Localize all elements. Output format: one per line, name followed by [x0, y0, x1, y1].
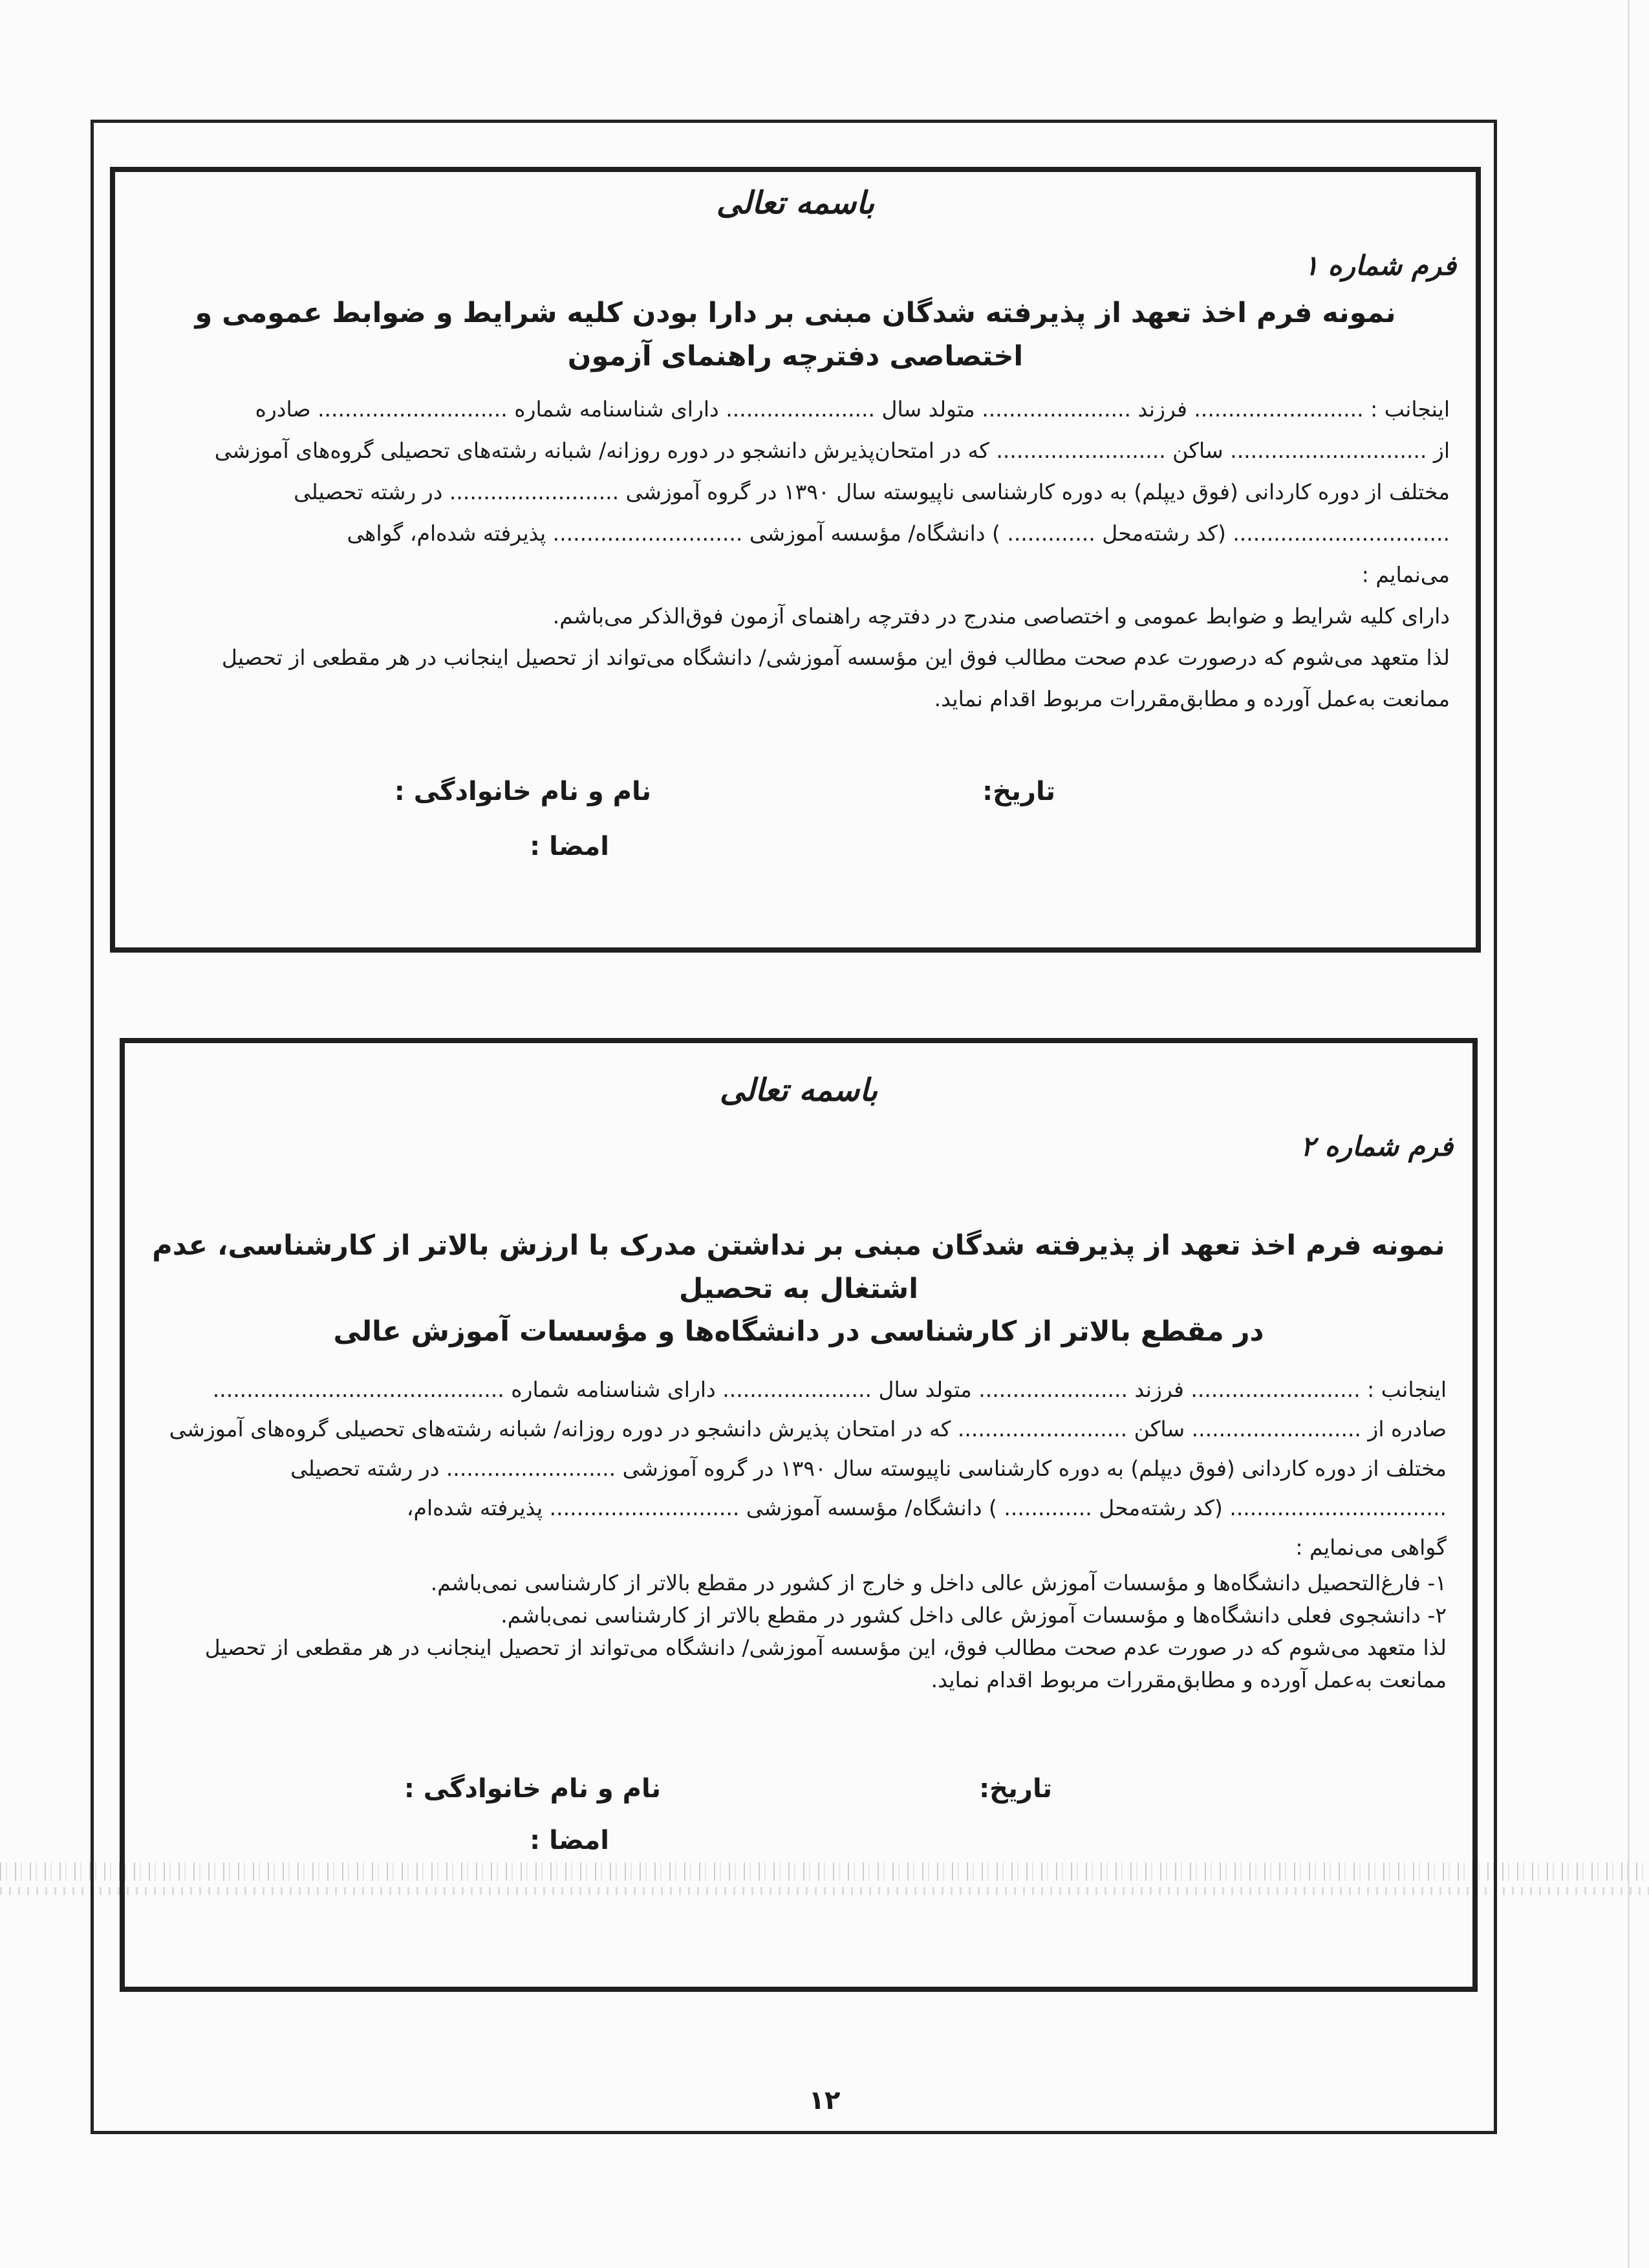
form-2-line: صادره از ......................... ساکن ......................... که در امتحان پذیرش دانشجو در دوره روزانه/ شبانه رشته‌های تحصیلی گروه‌های آموزشی — [169, 1416, 1447, 1442]
form-2-title — [144, 1224, 1453, 1354]
page-number: ۱۲ — [808, 2086, 841, 2115]
form-1-body — [141, 389, 1450, 720]
form-2-line: مختلف از دوره کاردانی (فوق دیپلم) به دوره کارشناسی ناپیوسته سال ۱۳۹۰ در گروه آموزشی ......................... در رشته تحصیلی — [290, 1456, 1447, 1481]
form-2-signature-label: امضا : — [530, 1826, 609, 1855]
form-1-line: مختلف از دوره کاردانی (فوق دیپلم) به دوره کارشناسی ناپیوسته سال ۱۳۹۰ در گروه آموزشی ......................... در رشته تحصیلی — [294, 479, 1450, 504]
scan-edge-line — [1628, 0, 1630, 2268]
form-1 — [110, 167, 1481, 953]
form-2-name-label: نام و نام خانوادگی : — [404, 1774, 661, 1804]
form-2-line: ................................ (کد رشته‌محل ............. ) دانشگاه/ مؤسسه آموزشی ............................ پذیرفته شده‌ام، — [406, 1495, 1447, 1520]
form-2-line: ۲- دانشجوی فعلی دانشگاه‌ها و مؤسسات آموزش عالی داخل کشور در مقطع بالاتر از کارشناسی نمی‌باشم. — [501, 1603, 1447, 1628]
form-1-line: لذا متعهد می‌شوم که درصورت عدم صحت مطالب فوق این مؤسسه آموزشی/ دانشگاه می‌تواند از تحصیل اینجانب در هر مقطعی از تحصیل — [221, 645, 1450, 670]
form-1-line: دارای کلیه شرایط و ضوابط عمومی و اختصاصی مندرج در دفترچه راهنمای آزمون فوق‌الذکر می‌باشم. — [552, 603, 1450, 629]
form-1-header: باسمه تعالی — [716, 185, 875, 221]
form-2-line: گواهی می‌نمایم : — [1295, 1535, 1447, 1560]
scan-artifact-band — [0, 1863, 1649, 1881]
form-2-header: باسمه تعالی — [719, 1072, 878, 1108]
form-2-line: لذا متعهد می‌شوم که در صورت عدم صحت مطالب فوق، این مؤسسه آموزشی/ دانشگاه می‌تواند از تحصیل اینجانب در هر مقطعی از تحصیل — [204, 1635, 1447, 1660]
scan-artifact-band — [0, 1887, 1649, 1895]
form-2-date-label: تاریخ: — [979, 1774, 1052, 1804]
form-1-number: فرم شماره ۱ — [1304, 250, 1456, 281]
form-2-title-line: نمونه فرم اخذ تعهد از پذیرفته شدگان مبنی بر نداشتن مدرک با ارزش بالاتر از کارشناسی، عدم اشتغال به تحصیل — [152, 1229, 1445, 1305]
form-2-number: فرم شماره ۲ — [1300, 1130, 1453, 1162]
form-2-title-line: در مقطع بالاتر از کارشناسی در دانشگاه‌ها و مؤسسات آموزش عالی — [333, 1315, 1264, 1348]
form-1-signature-label: امضا : — [530, 832, 609, 861]
form-1-line: از ............................. ساکن ......................... که در امتحان‌پذیرش دانشجو در دوره روزانه/ شبانه رشته‌های تحصیلی گروه‌های آموزشی — [214, 438, 1450, 463]
form-1-line: اینجانب : ......................... فرزند ...................... متولد سال ...................... دارای شناسنامه شماره ............................ صادره — [255, 396, 1450, 422]
form-1-title: نمونه فرم اخذ تعهد از پذیرفته شدگان مبنی بر دارا بودن کلیه شرایط و ضوابط عمومی و اختصاصی دفترچه راهنمای آزمون — [195, 297, 1396, 373]
form-1-line: می‌نمایم : — [1361, 562, 1450, 587]
form-2-line: ۱- فارغ‌التحصیل دانشگاه‌ها و مؤسسات آموزش عالی داخل و خارج از کشور در مقطع بالاتر از کارشناسی نمی‌باشم. — [430, 1570, 1447, 1595]
form-1-line: ممانعت به‌عمل آورده و مطابق‌مقررات مربوط اقدام نماید. — [934, 686, 1450, 711]
form-2-body — [151, 1370, 1447, 1696]
form-1-date-label: تاریخ: — [982, 777, 1055, 806]
form-1-name-label: نام و نام خانوادگی : — [394, 777, 651, 806]
form-1-line: ................................ (کد رشته‌محل ............. ) دانشگاه/ مؤسسه آموزشی ............................ پذیرفته شده‌ام، گواهی — [347, 521, 1450, 546]
form-2-line: ممانعت به‌عمل آورده و مطابق‌مقررات مربوط اقدام نماید. — [931, 1667, 1447, 1692]
form-2 — [120, 1038, 1478, 1992]
form-2-line: اینجانب : ......................... فرزند ...................... متولد سال ...................... دارای شناسنامه شماره ........................................... — [212, 1377, 1447, 1402]
